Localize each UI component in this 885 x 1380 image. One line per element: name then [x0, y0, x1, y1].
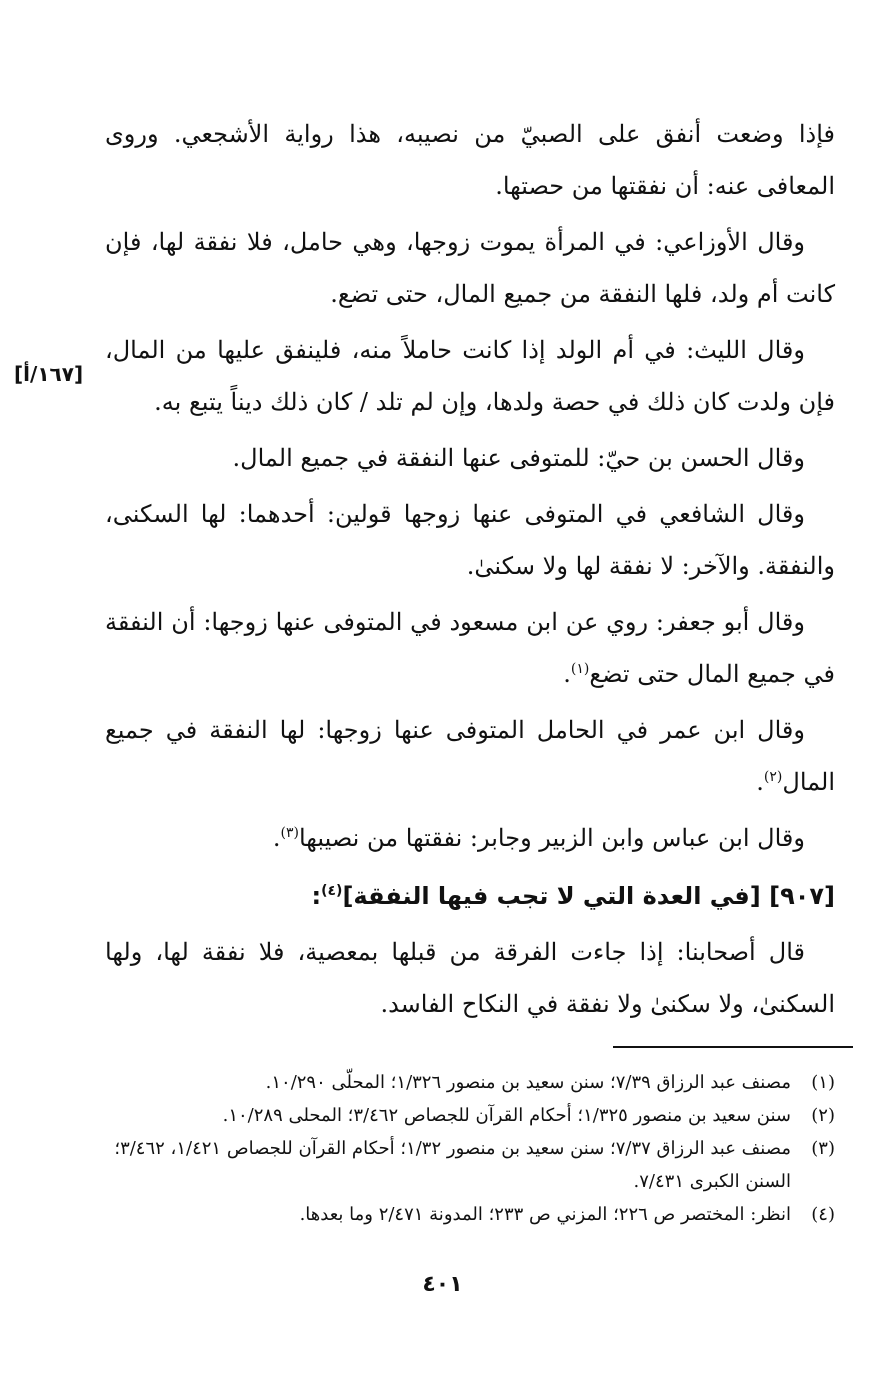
- paragraph: [105, 704, 835, 808]
- paragraph: قال أصحابنا: إذا جاءت الفرقة من قبلها بمعصية، فلا نفقة لها، ولها السكنىٰ، ولا سكنىٰ ولا نفقة في النكاح الفاسد.: [105, 938, 835, 1018]
- paragraph: [105, 596, 835, 700]
- footnote-text: سنن سعيد بن منصور ١/٣٢٥؛ أحكام القرآن للجصاص ٣/٤٦٢؛ المحلى ١٠/٢٨٩.: [222, 1105, 791, 1126]
- paragraph: [105, 812, 835, 864]
- footnote-ref[interactable]: (٤): [321, 883, 343, 899]
- page-number: ٤٠١: [422, 1272, 463, 1297]
- footnote: [105, 1198, 835, 1231]
- footnote-text: مصنف عبد الرزاق ٧/٣٧؛ سنن سعيد بن منصور ١/٣٢؛ أحكام القرآن للجصاص ١/٤٢١، ٣/٤٦٢؛ السنن الكبرى ٧/٤٣١.: [114, 1138, 791, 1192]
- paragraph-text: وقال أبو جعفر: روي عن ابن مسعود في المتوفى عنها زوجها: أن النفقة في جميع المال حتى تضع: [105, 608, 835, 688]
- footnote: [105, 1099, 835, 1132]
- paragraph: فإذا وضعت أنفق على الصبيّ من نصيبه، هذا رواية الأشجعي. وروى المعافى عنه: أن نفقتها من حصتها.: [105, 120, 835, 200]
- footnote-number: (٤): [811, 1204, 835, 1225]
- footnote-text: انظر: المختصر ص ٢٢٦؛ المزني ص ٢٣٣؛ المدونة ٢/٤٧١ وما بعدها.: [299, 1204, 791, 1225]
- paragraph-text: وقال ابن عباس وابن الزبير وجابر: نفقتها من نصيبها: [298, 824, 805, 852]
- footnote-ref[interactable]: (١): [570, 661, 590, 677]
- section-heading-text: [٩٠٧] [في العدة التي لا تجب فيها النفقة]: [342, 882, 835, 910]
- main-text: [105, 108, 835, 1034]
- paragraph: وقال الحسن بن حيّ: للمتوفى عنها النفقة في جميع المال.: [232, 444, 805, 472]
- footnote-number: (٢): [811, 1105, 835, 1126]
- section-heading: [105, 870, 835, 922]
- paragraph: وقال الليث: في أم الولد إذا كانت حاملاً منه، فلينفق عليها من المال، فإن ولدت كان ذلك في حصة ولدها، وإن لم تلد / كان ذلك ديناً يتبع به.: [105, 336, 835, 416]
- footnote-number: (١): [811, 1072, 835, 1093]
- paragraph: وقال الشافعي في المتوفى عنها زوجها قولين: أحدهما: لها السكنى، والنفقة. والآخر: لا نفقة لها ولا سكنىٰ.: [105, 500, 835, 580]
- footnote-separator: [613, 1046, 853, 1048]
- paragraph-end: .: [272, 824, 281, 852]
- paragraph-text: وقال ابن عمر في الحامل المتوفى عنها زوجها: لها النفقة في جميع المال: [105, 716, 835, 796]
- footnote-text: مصنف عبد الرزاق ٧/٣٩؛ سنن سعيد بن منصور ١/٣٢٦؛ المحلّى ١٠/٢٩٠.: [265, 1072, 791, 1093]
- footnote: [105, 1132, 835, 1198]
- footnote-ref[interactable]: (٢): [763, 769, 783, 785]
- margin-folio-note: [١٦٧/أ]: [14, 362, 84, 386]
- footnote-number: (٣): [811, 1138, 835, 1159]
- paragraph-end: .: [756, 768, 764, 796]
- paragraph-end: .: [563, 660, 571, 688]
- footnotes: [105, 1066, 835, 1231]
- section-heading-end: :: [311, 882, 322, 910]
- footnote: [105, 1066, 835, 1099]
- paragraph: وقال الأوزاعي: في المرأة يموت زوجها، وهي حامل، فلا نفقة لها، فإن كانت أم ولد، فلها النفقة من جميع المال، حتى تضع.: [105, 228, 835, 308]
- footnote-ref[interactable]: (٣): [280, 825, 299, 841]
